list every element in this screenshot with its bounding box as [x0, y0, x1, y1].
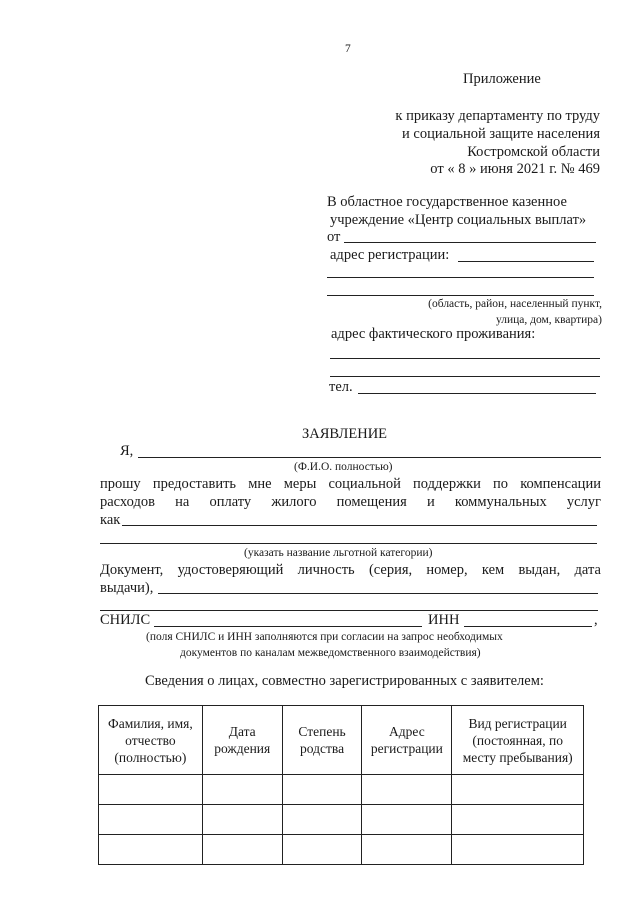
document-line-1 [100, 562, 601, 579]
reg-address-line-3[interactable] [327, 295, 594, 296]
document-word: выдан, [518, 562, 561, 578]
table-cell[interactable] [362, 775, 452, 805]
document-word: удостоверяющий [177, 562, 284, 578]
from-field-line[interactable] [344, 242, 596, 243]
table-header-row [99, 706, 584, 775]
request-word: помещения [336, 494, 407, 510]
table-cell[interactable] [362, 835, 452, 865]
header-line: месту пребывания) [462, 749, 573, 765]
table-cell[interactable] [282, 775, 362, 805]
header-line: регистрации [370, 741, 443, 756]
request-word: предоставить [152, 476, 237, 492]
request-word: меры [283, 476, 317, 492]
table-cell[interactable] [282, 835, 362, 865]
request-word: социальной [328, 476, 401, 492]
table-cell[interactable] [452, 775, 584, 805]
col-header-relation [282, 706, 362, 775]
inn-label: ИНН [428, 612, 460, 628]
header-line: Дата [228, 724, 256, 739]
registered-persons-title: Сведения о лицах, совместно зарегистрированных с заявителем: [145, 673, 544, 689]
address-hint-1: (область, район, населенный пункт, [428, 298, 602, 310]
fio-field-line[interactable] [138, 457, 601, 458]
table-cell[interactable] [202, 805, 282, 835]
from-label: от [327, 229, 341, 245]
col-header-registration-type [452, 706, 584, 775]
request-word: поддержки [413, 476, 481, 492]
table-cell[interactable] [282, 805, 362, 835]
request-word: коммунальных [454, 494, 547, 510]
table-cell[interactable] [202, 835, 282, 865]
header-line: (полностью) [114, 749, 187, 765]
appendix-order-line-3: Костромской области [467, 144, 600, 160]
document-word: номер, [426, 562, 468, 578]
request-word: расходов [100, 494, 155, 510]
request-word: услуг [566, 494, 601, 510]
consent-hint-1: (поля СНИЛС и ИНН заполняются при согласии на запрос необходимых [146, 631, 503, 643]
header-line: Адрес [389, 724, 425, 739]
document-field-line-2[interactable] [100, 610, 598, 611]
snils-field-line[interactable] [154, 626, 422, 627]
table-cell[interactable] [452, 805, 584, 835]
category-field-line-2[interactable] [100, 543, 597, 544]
table-cell[interactable] [99, 805, 203, 835]
col-header-birth-date [202, 706, 282, 775]
reg-address-line-1[interactable] [458, 261, 594, 262]
document-word: (серия, [368, 562, 413, 578]
appendix-order-line-2: и социальной защите населения [402, 126, 600, 142]
inn-comma: , [594, 612, 598, 628]
actual-address-label: адрес фактического проживания: [331, 326, 536, 342]
table-cell[interactable] [99, 775, 203, 805]
as-label: как [100, 512, 121, 528]
category-field-line-1[interactable] [122, 525, 597, 526]
request-word: по [493, 476, 509, 492]
i-label: Я, [120, 443, 134, 459]
request-word: компенсации [520, 476, 601, 492]
table-cell[interactable] [362, 805, 452, 835]
header-line: родства [300, 741, 345, 756]
header-line: отчество [125, 732, 176, 748]
addressee-line-1: В областное государственное казенное [327, 194, 567, 210]
snils-label: СНИЛС [100, 612, 151, 628]
table-row [99, 835, 584, 865]
request-word: мне [248, 476, 272, 492]
table-cell[interactable] [452, 835, 584, 865]
appendix-order-line-4: от « 8 » июня 2021 г. № 469 [430, 161, 600, 177]
col-header-fio [99, 706, 203, 775]
header-line: Фамилия, имя, [108, 715, 193, 731]
document-word: личность [297, 562, 355, 578]
table-row [99, 775, 584, 805]
appendix-title: Приложение [463, 71, 541, 87]
table-row [99, 805, 584, 835]
actual-address-line-2[interactable] [330, 376, 600, 377]
document-line-2: выдачи), [100, 580, 154, 596]
col-header-address [362, 706, 452, 775]
request-line-1 [100, 476, 601, 493]
registered-persons-table [98, 705, 584, 865]
document-word: Документ, [100, 562, 164, 578]
document-field-line-1[interactable] [158, 593, 598, 594]
address-hint-2: улица, дом, квартира) [496, 314, 602, 326]
category-hint: (указать название льготной категории) [244, 547, 433, 559]
document-word: дата [574, 562, 601, 578]
fio-hint: (Ф.И.О. полностью) [294, 461, 393, 473]
actual-address-line-1[interactable] [330, 358, 600, 359]
request-word: жилого [271, 494, 317, 510]
appendix-order-line-1: к приказу департаменту по труду [395, 108, 600, 124]
table-cell[interactable] [202, 775, 282, 805]
request-word: на [175, 494, 190, 510]
reg-address-line-2[interactable] [327, 277, 594, 278]
header-line: Вид регистрации [468, 715, 567, 731]
header-line: рождения [214, 741, 271, 756]
phone-label: тел. [329, 379, 353, 395]
document-word: кем [481, 562, 505, 578]
statement-title: ЗАЯВЛЕНИЕ [302, 426, 388, 442]
request-word: прошу [100, 476, 141, 492]
consent-hint-2: документов по каналам межведомственного взаимодействия) [180, 647, 481, 659]
request-line-2 [100, 494, 601, 511]
inn-field-line[interactable] [464, 626, 592, 627]
phone-field-line[interactable] [358, 393, 596, 394]
page-number: 7 [345, 43, 351, 55]
request-word: оплату [209, 494, 252, 510]
header-line: (постоянная, по [472, 732, 563, 748]
addressee-line-2: учреждение «Центр социальных выплат» [330, 212, 587, 228]
request-word: и [426, 494, 435, 510]
header-line: Степень [298, 724, 346, 739]
table-cell[interactable] [99, 835, 203, 865]
reg-address-label: адрес регистрации: [330, 247, 450, 263]
